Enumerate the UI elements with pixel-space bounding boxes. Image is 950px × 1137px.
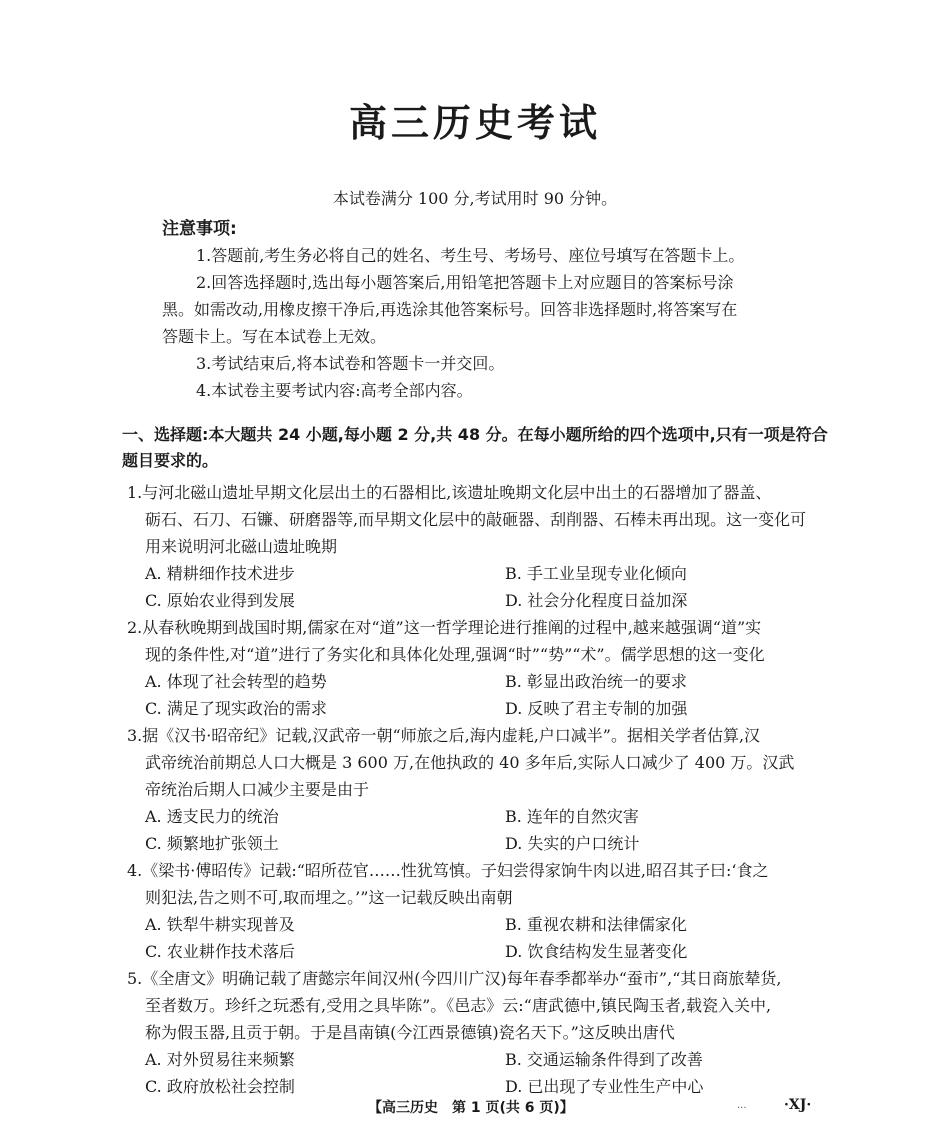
page-footer: 【高三历史 第 1 页(共 6 页)】 — [368, 1100, 574, 1116]
notice-line: 4.本试卷主要考试内容:高考全部内容。 — [196, 381, 473, 400]
question-5-line: 至者数万。珍纤之玩悉有,受用之具毕陈”。《邑志》云:“唐武德中,镇民陶玉者,载瓷入关中, — [145, 996, 772, 1015]
question-4-option-a: A. 铁犁牛耕实现普及 — [145, 915, 295, 934]
question-3-option-b: B. 连年的自然灾害 — [505, 807, 639, 826]
exam-title: 高三历史考试 — [348, 101, 601, 145]
question-5-option-a: A. 对外贸易往来频繁 — [145, 1050, 295, 1069]
question-3-line: 3.据《汉书·昭帝纪》记载,汉武帝一朝“师旅之后,海内虚耗,户口减半”。据相关学者估算,汉 — [127, 726, 761, 745]
notice-line: 3.考试结束后,将本试卷和答题卡一并交回。 — [196, 354, 505, 373]
question-2-option-d: D. 反映了君主专制的加强 — [505, 699, 688, 718]
question-4-line: 4.《梁书·傅昭传》记载:“昭所莅官……性犹笃慎。子妇尝得家饷牛肉以进,昭召其子曰:‘食之 — [127, 861, 769, 880]
question-1-option-d: D. 社会分化程度日益加深 — [505, 591, 688, 610]
question-4-option-c: C. 农业耕作技术落后 — [145, 942, 295, 961]
question-4-option-b: B. 重视农耕和法律儒家化 — [505, 915, 687, 934]
question-1-line: 砺石、石刀、石镰、研磨器等,而早期文化层中的敲砸器、刮削器、石棒未再出现。这一变化可 — [145, 510, 807, 529]
question-2-option-b: B. 彰显出政治统一的要求 — [505, 672, 687, 691]
question-5-line: 5.《全唐文》明确记载了唐懿宗年间汉州(今四川广汉)每年春季都举办“蚕市”,“其日商旅辇货, — [127, 969, 782, 988]
question-1-line: 用来说明河北磁山遗址晚期 — [145, 537, 338, 556]
section-heading: 一、选择题:本大题共 24 小题,每小题 2 分,共 48 分。在每小题所给的四个选项中,只有一项是符合题目要求的。 — [122, 425, 828, 470]
notice-line: 答题卡上。写在本试卷上无效。 — [162, 327, 387, 346]
question-1-option-a: A. 精耕细作技术进步 — [145, 564, 295, 583]
question-3-option-a: A. 透支民力的统治 — [145, 807, 279, 826]
question-2-line: 现的条件性,对“道”进行了务实化和具体化处理,强调“时”“势”“术”。儒学思想的这一变化 — [145, 645, 765, 664]
question-4-line: 则犯法,告之则不可,取而埋之。’”这一记载反映出南朝 — [145, 888, 513, 907]
question-5-option-b: B. 交通运输条件得到了改善 — [505, 1050, 703, 1069]
question-3-line: 帝统治后期人口减少主要是由于 — [145, 780, 370, 799]
notice-heading: 注意事项: — [162, 219, 237, 239]
footer-mark: ·XJ· — [784, 1097, 812, 1113]
exam-subtitle: 本试卷满分 100 分,考试用时 90 分钟。 — [332, 189, 618, 208]
question-1-line: 1.与河北磁山遗址早期文化层出土的石器相比,该遗址晚期文化层中出土的石器增加了器盖、 — [127, 483, 772, 502]
question-2-option-c: C. 满足了现实政治的需求 — [145, 699, 327, 718]
question-5-option-d: D. 已出现了专业性生产中心 — [505, 1077, 704, 1096]
question-3-option-c: C. 频繁地扩张领土 — [145, 834, 279, 853]
question-3-line: 武帝统治前期总人口大概是 3 600 万,在他执政的 40 多年后,实际人口减少了 400 万。汉武 — [145, 753, 795, 772]
question-1-option-b: B. 手工业呈现专业化倾向 — [505, 564, 687, 583]
footer-dots: ... — [737, 1100, 747, 1111]
question-3-option-d: D. 失实的户口统计 — [505, 834, 640, 853]
question-2-option-a: A. 体现了社会转型的趋势 — [145, 672, 327, 691]
question-5-line: 称为假玉器,且贡于朝。于是昌南镇(今江西景德镇)瓷名天下。”这反映出唐代 — [145, 1023, 675, 1042]
notice-line: 1.答题前,考生务必将自己的姓名、考生号、考场号、座位号填写在答题卡上。 — [196, 246, 745, 265]
question-2-line: 2.从春秋晚期到战国时期,儒家在对“道”这一哲学理论进行推阐的过程中,越来越强调“道”实 — [127, 618, 762, 637]
notice-line: 黑。如需改动,用橡皮擦干净后,再选涂其他答案标号。回答非选择题时,将答案写在 — [162, 300, 738, 319]
question-4-option-d: D. 饮食结构发生显著变化 — [505, 942, 688, 961]
question-5-option-c: C. 政府放松社会控制 — [145, 1077, 295, 1096]
notice-line: 2.回答选择题时,选出每小题答案后,用铅笔把答题卡上对应题目的答案标号涂 — [196, 273, 734, 292]
question-1-option-c: C. 原始农业得到发展 — [145, 591, 295, 610]
